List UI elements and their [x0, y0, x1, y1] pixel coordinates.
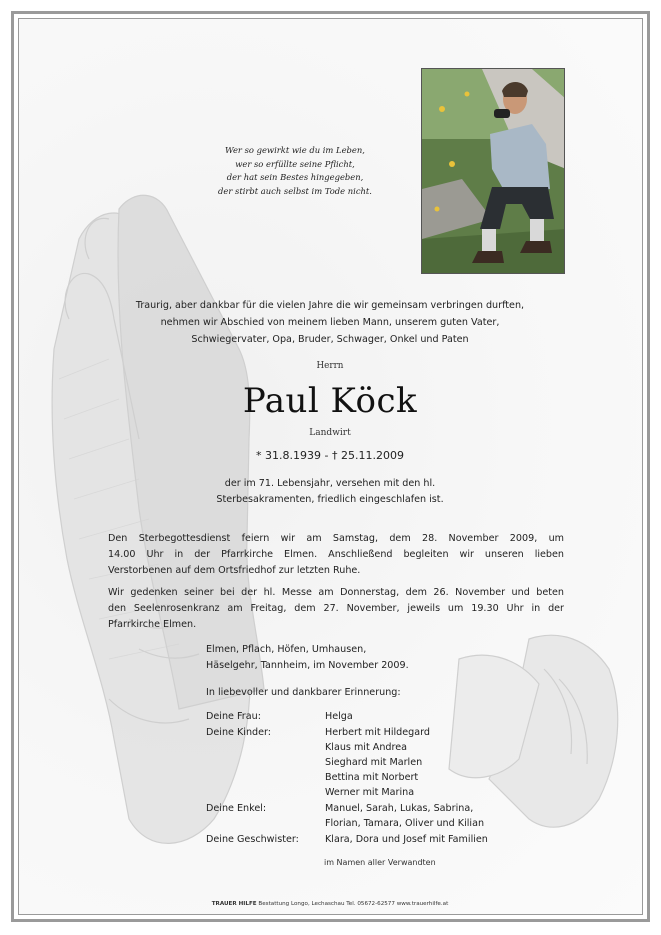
- quote-line: wer so erfüllte seine Pflicht,: [235, 158, 355, 169]
- place-line: Häselgehr, Tannheim, im November 2009.: [206, 660, 409, 671]
- relative-label-children: Deine Kinder:: [206, 727, 272, 738]
- relative-names: Helga: [325, 711, 353, 722]
- intro-line: Schwiegervater, Opa, Bruder, Schwager, Onkel und Paten: [191, 334, 469, 345]
- funeral-line: Den Sterbegottesdienst feiern wir am Samstag, dem 28. November 2009, um: [108, 533, 564, 544]
- memorial-line: Wir gedenken seiner bei der hl. Messe am Donnerstag, dem 26. November und beten: [108, 587, 564, 598]
- relative-names: Florian, Tamara, Oliver und Kilian: [325, 818, 485, 829]
- relative-names: Bettina mit Norbert: [325, 772, 419, 783]
- quote-line: der stirbt auch selbst im Tode nicht.: [218, 185, 372, 196]
- place-and-date: [206, 642, 409, 674]
- funeral-paragraph: [108, 531, 564, 579]
- life-dates: * 31.8.1939 - † 25.11.2009: [256, 449, 404, 462]
- place-line: Elmen, Pflach, Höfen, Umhausen,: [206, 644, 367, 655]
- footer-contact: Bestattung Longo, Lechaschau Tel. 05672-62577 www.trauerhilfe.at: [258, 901, 449, 907]
- relative-names: Manuel, Sarah, Lukas, Sabrina,: [325, 803, 474, 814]
- footer-brand: TRAUER HILFE: [211, 901, 257, 907]
- relative-names: Werner mit Marina: [325, 787, 415, 798]
- intro-line: Traurig, aber dankbar für die vielen Jahre die wir gemeinsam verbringen durften,: [135, 300, 525, 311]
- memorial-line: Pfarrkirche Elmen.: [108, 619, 197, 630]
- deceased-name: Paul Köck: [242, 381, 418, 421]
- relative-names: Klaus mit Andrea: [325, 742, 408, 753]
- relative-names: Klara, Dora und Josef mit Familien: [325, 834, 488, 845]
- relative-names: Herbert mit Hildegard: [325, 727, 431, 738]
- relative-label-wife: Deine Frau:: [206, 711, 261, 722]
- memorial-quote: [190, 144, 400, 198]
- funeral-line: 14.00 Uhr in der Pfarrkirche Elmen. Anschließend begleiten wir unseren lieben: [108, 549, 564, 560]
- relative-label-siblings: Deine Geschwister:: [206, 834, 299, 845]
- quote-line: Wer so gewirkt wie du im Leben,: [225, 145, 365, 155]
- memorial-paragraph: [108, 585, 564, 633]
- funeral-line: Verstorbenen auf dem Ortsfriedhof zur letzten Ruhe.: [108, 565, 361, 576]
- quote-line: der hat sein Bestes hingegeben,: [226, 172, 364, 182]
- passing-line: der im 71. Lebensjahr, versehen mit den hl.: [224, 478, 436, 489]
- passing-line: Sterbesakramenten, friedlich eingeschlafen ist.: [216, 494, 444, 505]
- memorial-line: den Seelenrosenkranz am Freitag, dem 27. November, jeweils um 19.30 Uhr in der: [108, 603, 564, 614]
- portrait-photo: [421, 68, 565, 274]
- funeral-home-footer: [130, 901, 530, 907]
- on-behalf-text: im Namen aller Verwandten: [324, 858, 436, 867]
- intro-text: [80, 297, 580, 348]
- passing-text: [130, 476, 530, 508]
- salutation: Herrn: [316, 361, 344, 371]
- occupation: Landwirt: [309, 428, 351, 438]
- relative-names: Sieghard mit Marlen: [325, 757, 423, 768]
- relative-label-grandchildren: Deine Enkel:: [206, 803, 267, 814]
- remembrance-line: In liebevoller und dankbarer Erinnerung:: [206, 687, 401, 698]
- intro-line: nehmen wir Abschied von meinem lieben Mann, unserem guten Vater,: [160, 317, 500, 328]
